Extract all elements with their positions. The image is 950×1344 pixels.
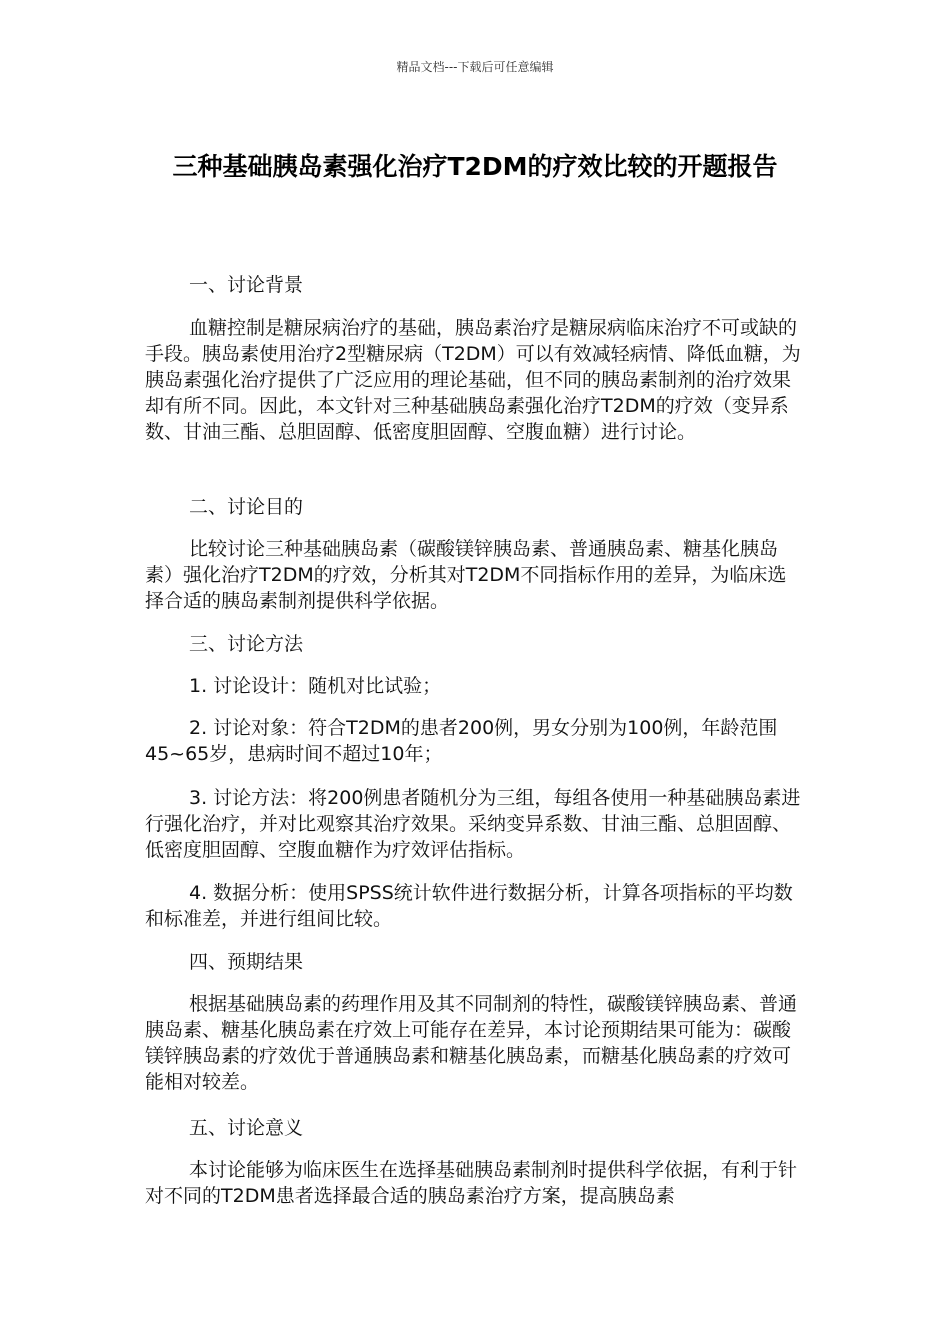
section-2-paragraph: 比较讨论三种基础胰岛素（碳酸镁锌胰岛素、普通胰岛素、糖基化胰岛素）强化治疗T2DM的疗效，分析其对T2DM不同指标作用的差异，为临床选择合适的胰岛素制剂提供科学依据。 <box>145 538 787 612</box>
section-3-heading: 三、讨论方法 <box>189 633 304 655</box>
document-title: 三种基础胰岛素强化治疗T2DM的疗效比较的开题报告 <box>172 152 778 181</box>
header-note: 精品文档---下载后可任意编辑 <box>396 60 554 74</box>
section-4-paragraph: 根据基础胰岛素的药理作用及其不同制剂的特性，碳酸镁锌胰岛素、普通胰岛素、糖基化胰岛素在疗效上可能存在差异，本讨论预期结果可能为：碳酸镁锌胰岛素的疗效优于普通胰岛素和糖基化胰岛素，而糖基化胰岛素的疗效可能相对较差。 <box>145 993 798 1093</box>
section-1-paragraph: 血糖控制是糖尿病治疗的基础，胰岛素治疗是糖尿病临床治疗不可或缺的手段。胰岛素使用治疗2型糖尿病（T2DM）可以有效减轻病情、降低血糖，为胰岛素强化治疗提供了广泛应用的理论基础，但不同的胰岛素制剂的治疗效果却有所不同。因此，本文针对三种基础胰岛素强化治疗T2DM的疗效（变异系数、甘油三酯、总胆固醇、低密度胆固醇、空腹血糖）进行讨论。 <box>145 317 801 443</box>
section-3-item-3: 3. 讨论方法：将200例患者随机分为三组，每组各使用一种基础胰岛素进行强化治疗，并对比观察其治疗效果。采纳变异系数、甘油三酯、总胆固醇、低密度胆固醇、空腹血糖作为疗效评估指标。 <box>145 787 801 861</box>
section-3-item-4: 4. 数据分析：使用SPSS统计软件进行数据分析，计算各项指标的平均数和标准差，并进行组间比较。 <box>145 882 793 930</box>
section-1-heading: 一、讨论背景 <box>189 274 304 296</box>
section-3-item-2: 2. 讨论对象：符合T2DM的患者200例，男女分别为100例，年龄范围45~65岁，患病时间不超过10年； <box>145 717 778 765</box>
section-3-item-1: 1. 讨论设计：随机对比试验； <box>189 675 442 697</box>
section-2-heading: 二、讨论目的 <box>189 496 304 518</box>
section-5-paragraph: 本讨论能够为临床医生在选择基础胰岛素制剂时提供科学依据，有利于针对不同的T2DM患者选择最合适的胰岛素治疗方案，提高胰岛素 <box>145 1159 798 1207</box>
section-5-heading: 五、讨论意义 <box>189 1117 304 1139</box>
section-4-heading: 四、预期结果 <box>189 951 304 973</box>
